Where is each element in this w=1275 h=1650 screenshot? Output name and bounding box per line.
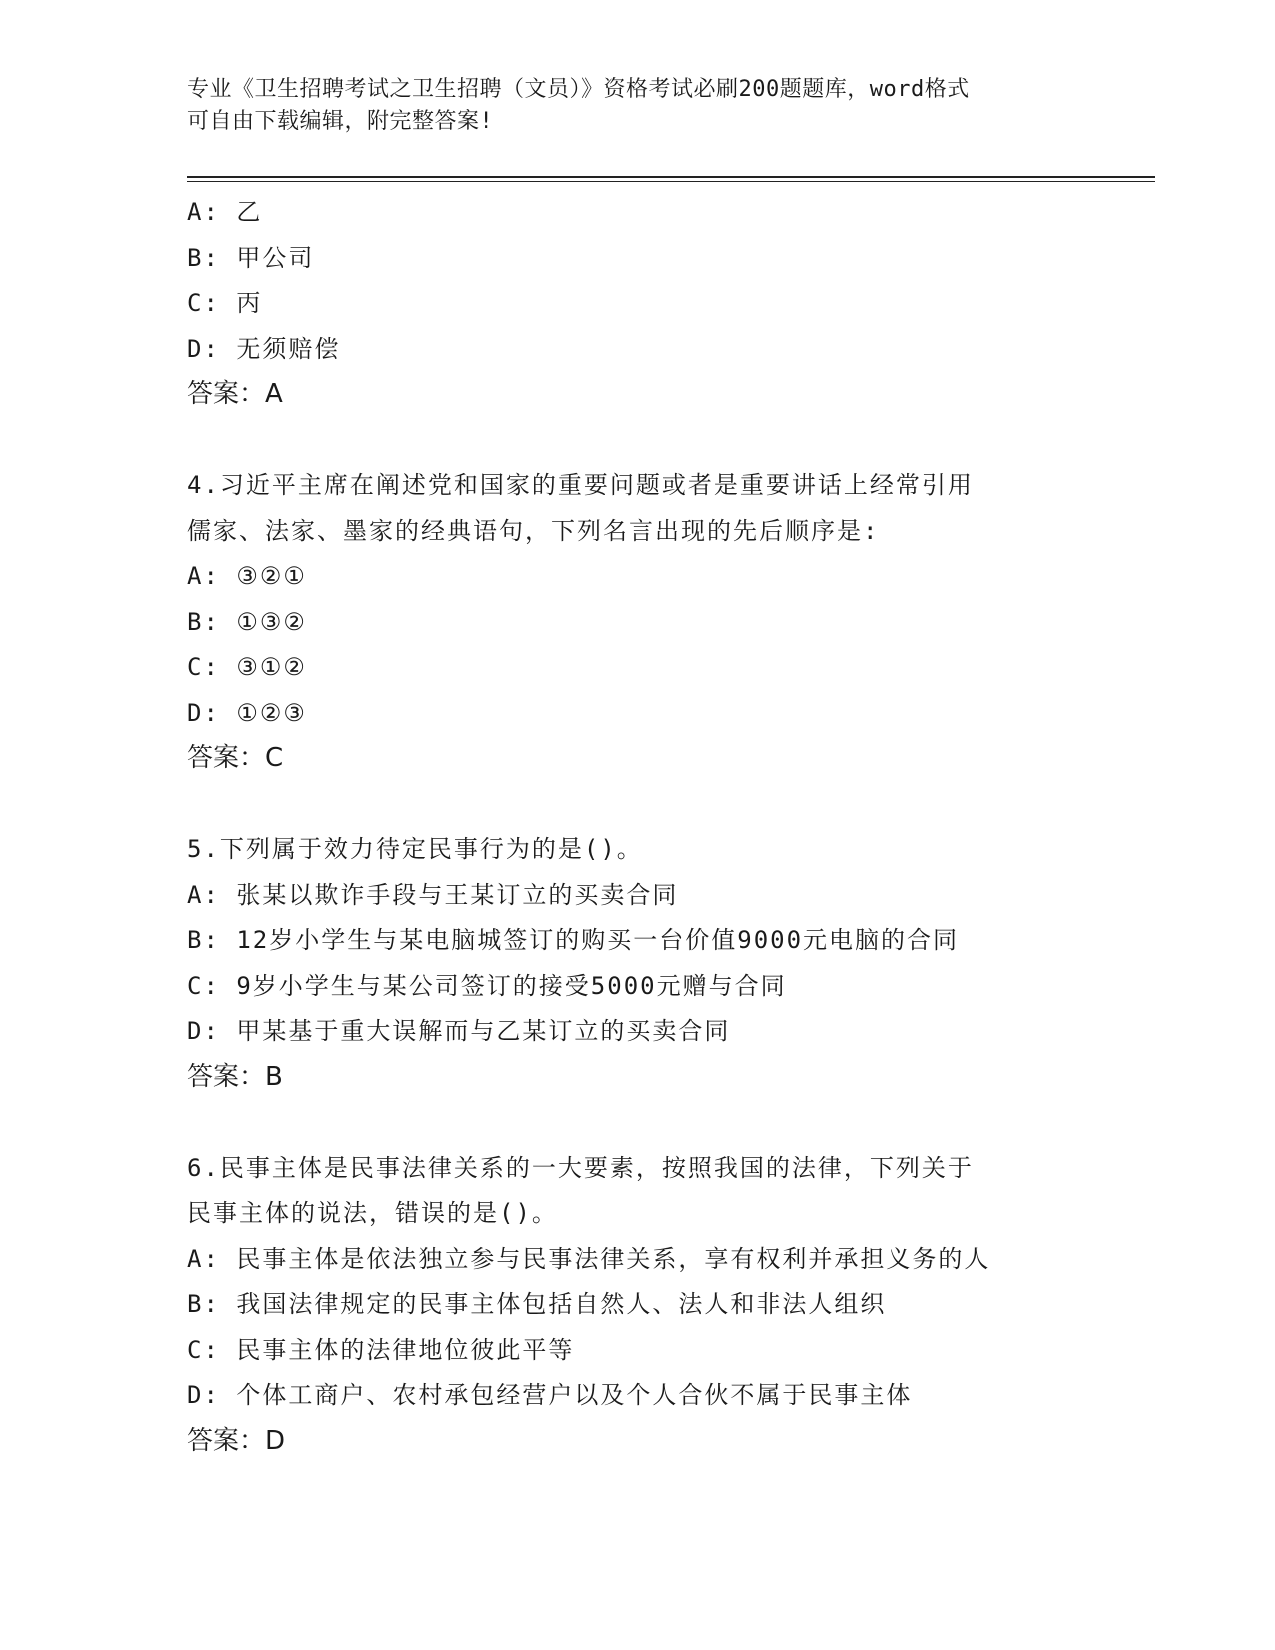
document-header [187,74,1087,138]
header-line-2: 可自由下载编辑，附完整答案! [187,109,494,134]
option-b: B: 甲公司 [187,243,315,272]
option-b: B: 我国法律规定的民事主体包括自然人、法人和非法人组织 [187,1290,887,1318]
option-a: A: 张某以欺诈手段与王某订立的买卖合同 [187,880,679,909]
question-6 [187,1146,1155,1465]
answer: 答案：A [187,379,283,409]
question-3 [187,190,1155,418]
question-stem: 6.民事主体是民事法律关系的一大要素，按照我国的法律，下列关于 [187,1153,974,1182]
question-5 [187,827,1155,1100]
question-4 [187,463,1155,782]
option-c: C: ③①② [187,653,307,681]
option-c: C: 民事主体的法律地位彼此平等 [187,1335,575,1364]
option-c: C: 9岁小学生与某公司签订的接受5000元赠与合同 [187,971,787,1000]
header-rule-thick [187,176,1155,178]
option-b: B: ①③② [187,607,307,636]
question-stem: 民事主体的说法，错误的是()。 [187,1199,558,1227]
question-stem: 5.下列属于效力待定民事行为的是()。 [187,835,643,863]
question-stem: 儒家、法家、墨家的经典语句，下列名言出现的先后顺序是: [187,516,880,545]
option-b: B: 12岁小学生与某电脑城签订的购买一台价值9000元电脑的合同 [187,926,960,954]
option-d: D: 甲某基于重大误解而与乙某订立的买卖合同 [187,1017,731,1045]
header-line-1: 专业《卫生招聘考试之卫生招聘（文员）》资格考试必刷200题题库，word格式 [187,77,970,102]
option-d: D: 无须赔偿 [187,334,341,363]
question-stem: 4.习近平主席在阐述党和国家的重要问题或者是重要讲话上经常引用 [187,471,974,499]
option-d: D: 个体工商户、农村承包经营户以及个人合伙不属于民事主体 [187,1381,913,1409]
option-c: C: 丙 [187,289,263,317]
option-d: D: ①②③ [187,698,307,727]
answer: 答案：C [187,743,284,773]
answer: 答案：B [187,1061,283,1092]
option-a: A: ③②① [187,562,307,590]
question-list [187,190,1155,1464]
answer: 答案：D [187,1425,286,1456]
option-a: A: 民事主体是依法独立参与民事法律关系，享有权利并承担义务的人 [187,1244,991,1273]
option-a: A: 乙 [187,198,263,226]
header-rule-thin [187,181,1155,182]
